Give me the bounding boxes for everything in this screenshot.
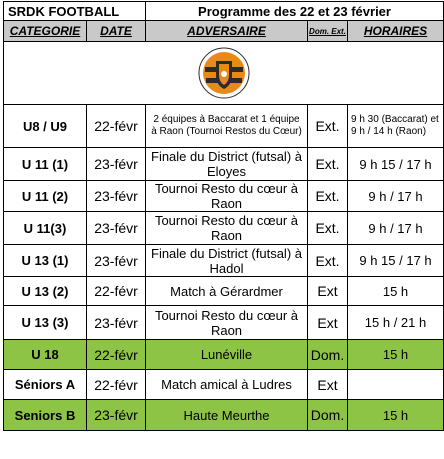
col-header-dom-ext: Dom. Ext.	[308, 21, 348, 42]
title-row	[4, 2, 444, 21]
cell-horaires	[348, 370, 444, 400]
table-row	[4, 105, 444, 148]
table-row-highlighted	[4, 340, 444, 370]
cell-lieu: Ext.	[308, 181, 348, 212]
cell-horaires: 9 h 15 / 17 h	[348, 245, 444, 277]
table-row-highlighted	[4, 400, 444, 431]
cell-date: 23-févr	[87, 306, 146, 340]
cell-adversaire: Lunéville	[146, 340, 308, 370]
col-header-date: DATE	[87, 21, 146, 42]
cell-horaires: 15 h	[348, 400, 444, 431]
cell-horaires: 9 h 15 / 17 h	[348, 148, 444, 181]
cell-categorie: U 13 (2)	[4, 277, 87, 306]
cell-lieu: Ext.	[308, 148, 348, 181]
cell-date: 23-févr	[87, 400, 146, 431]
cell-horaires: 9 h 30 (Baccarat) et 9 h / 14 h (Raon)	[348, 105, 444, 148]
cell-horaires: 9 h / 17 h	[348, 212, 444, 245]
cell-lieu: Ext.	[308, 105, 348, 148]
schedule-table	[3, 1, 444, 431]
programme-title: Programme des 22 et 23 février	[146, 2, 444, 21]
logo-cell	[4, 42, 444, 105]
cell-horaires: 15 h / 21 h	[348, 306, 444, 340]
cell-adversaire: Finale du District (futsal) à Hadol	[146, 245, 308, 277]
cell-date: 22-févr	[87, 105, 146, 148]
club-title: SRDK FOOTBALL	[4, 2, 146, 21]
cell-horaires: 15 h	[348, 340, 444, 370]
table-row	[4, 306, 444, 340]
cell-lieu: Ext	[308, 277, 348, 306]
cell-adversaire: Match à Gérardmer	[146, 277, 308, 306]
cell-categorie: U 11 (2)	[4, 181, 87, 212]
cell-lieu: Ext	[308, 370, 348, 400]
cell-lieu: Ext	[308, 306, 348, 340]
cell-categorie: U 13 (3)	[4, 306, 87, 340]
cell-date: 23-févr	[87, 148, 146, 181]
cell-adversaire: Haute Meurthe	[146, 400, 308, 431]
logo-row	[4, 42, 444, 105]
table-row	[4, 181, 444, 212]
cell-horaires: 9 h / 17 h	[348, 181, 444, 212]
cell-lieu: Dom.	[308, 400, 348, 431]
cell-categorie: Seniors B	[4, 400, 87, 431]
cell-date: 22-févr	[87, 370, 146, 400]
cell-categorie: U8 / U9	[4, 105, 87, 148]
table-row	[4, 245, 444, 277]
cell-horaires: 15 h	[348, 277, 444, 306]
col-header-adversaire: ADVERSAIRE	[146, 21, 308, 42]
cell-date: 23-févr	[87, 181, 146, 212]
cell-adversaire: Match amical à Ludres	[146, 370, 308, 400]
cell-adversaire: Tournoi Resto du cœur à Raon	[146, 181, 308, 212]
cell-date: 22-févr	[87, 340, 146, 370]
table-row	[4, 370, 444, 400]
header-row	[4, 21, 444, 42]
cell-lieu: Ext.	[308, 212, 348, 245]
club-crest-icon	[198, 47, 250, 99]
table-row	[4, 277, 444, 306]
cell-categorie: U 11 (1)	[4, 148, 87, 181]
cell-categorie: U 13 (1)	[4, 245, 87, 277]
cell-lieu: Ext.	[308, 245, 348, 277]
cell-adversaire: Tournoi Resto du cœur à Raon	[146, 212, 308, 245]
cell-adversaire: 2 équipes à Baccarat et 1 équipe à Raon (Tournoi Restos du Cœur)	[146, 105, 308, 148]
schedule-sheet	[3, 1, 443, 431]
cell-date: 23-févr	[87, 212, 146, 245]
cell-date: 22-févr	[87, 277, 146, 306]
cell-adversaire: Finale du District (futsal) à Eloyes	[146, 148, 308, 181]
table-row	[4, 212, 444, 245]
col-header-categorie: CATEGORIE	[4, 21, 87, 42]
table-row	[4, 148, 444, 181]
cell-categorie: U 18	[4, 340, 87, 370]
cell-categorie: U 11(3)	[4, 212, 87, 245]
cell-categorie: Séniors A	[4, 370, 87, 400]
cell-date: 23-févr	[87, 245, 146, 277]
col-header-horaires: HORAIRES	[348, 21, 444, 42]
cell-adversaire: Tournoi Resto du cœur à Raon	[146, 306, 308, 340]
cell-lieu: Dom.	[308, 340, 348, 370]
